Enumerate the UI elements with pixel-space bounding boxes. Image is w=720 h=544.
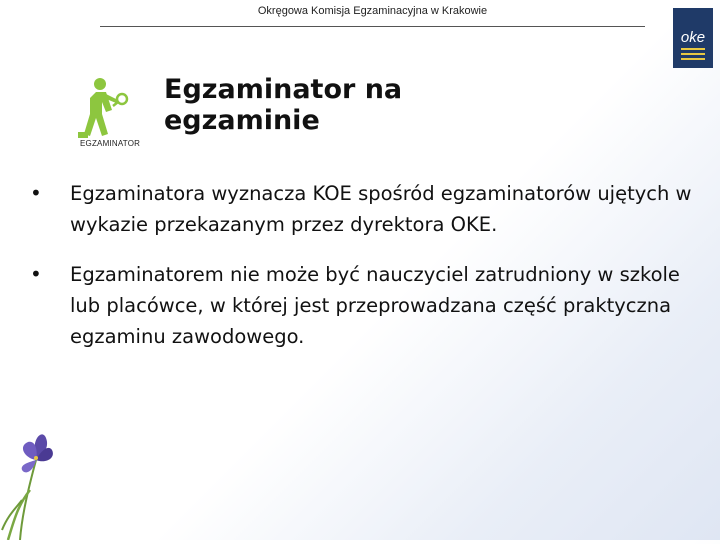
svg-text:oke: oke [680,29,706,46]
header-institution: Okręgowa Komisja Egzaminacyjna w Krakowie [257,5,488,17]
bullet-item: • Egzaminatora wyznacza KOE spośród egzaminatorów ujętych w wykazie przekazanym przez dyrektora OKE. [30,178,700,240]
iris-flower-icon [0,420,70,540]
examiner-badge-label: EGZAMINATOR [80,139,141,148]
slide-title: Egzaminator na egzaminie [164,74,403,136]
oke-logo-icon [673,8,713,68]
header-divider [100,26,645,27]
bullet-item: • Egzaminatorem nie może być nauczyciel zatrudniony w szkole lub placówce, w której jest przeprowadzana część praktyczna egzaminu zawodowego. [30,259,700,352]
bullet-list [30,178,700,371]
